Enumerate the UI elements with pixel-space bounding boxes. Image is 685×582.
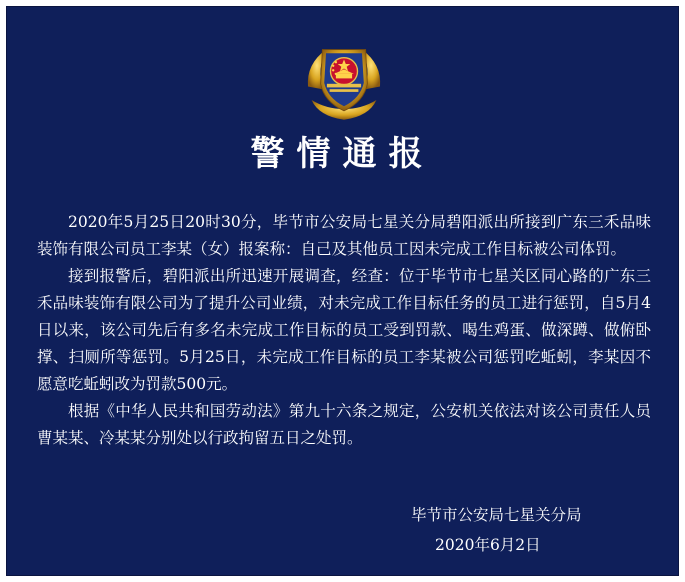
police-emblem-icon [299,37,389,127]
notice-paragraph-2: 接到报警后，碧阳派出所迅速开展调查，经查：位于毕节市七星关区同心路的广东三禾品味装饰有限公司为了提升公司业绩，对未完成工作目标任务的员工进行惩罚，自5月4日以来，该公司先后有多名未完成工作目标的员工受到罚款、喝生鸡蛋、做深蹲、做俯卧撑、扫厕所等惩罚。5月25日，未完成工作目标的员工李某被公司惩罚吃蚯蚓，李某因不愿意吃蚯蚓改为罚款500元。 [37,267,651,393]
notice-paragraph-3: 根据《中华人民共和国劳动法》第九十六条之规定，公安机关依法对该公司责任人员曹某某、冷某某分别处以行政拘留五日之处罚。 [37,402,651,447]
issuing-authority: 毕节市公安局七星关分局 [411,506,582,524]
notice-paragraph-1: 2020年5月25日20时30分，毕节市公安局七星关分局碧阳派出所接到广东三禾品味装饰有限公司员工李某（女）报案称：自己及其他员工因未完成工作目标被公司体罚。 [37,213,651,258]
notice-title: 警情通报 [250,134,435,174]
issue-date: 2020年6月2日 [435,536,541,554]
notice-panel [6,6,679,576]
notice-body [37,209,651,452]
